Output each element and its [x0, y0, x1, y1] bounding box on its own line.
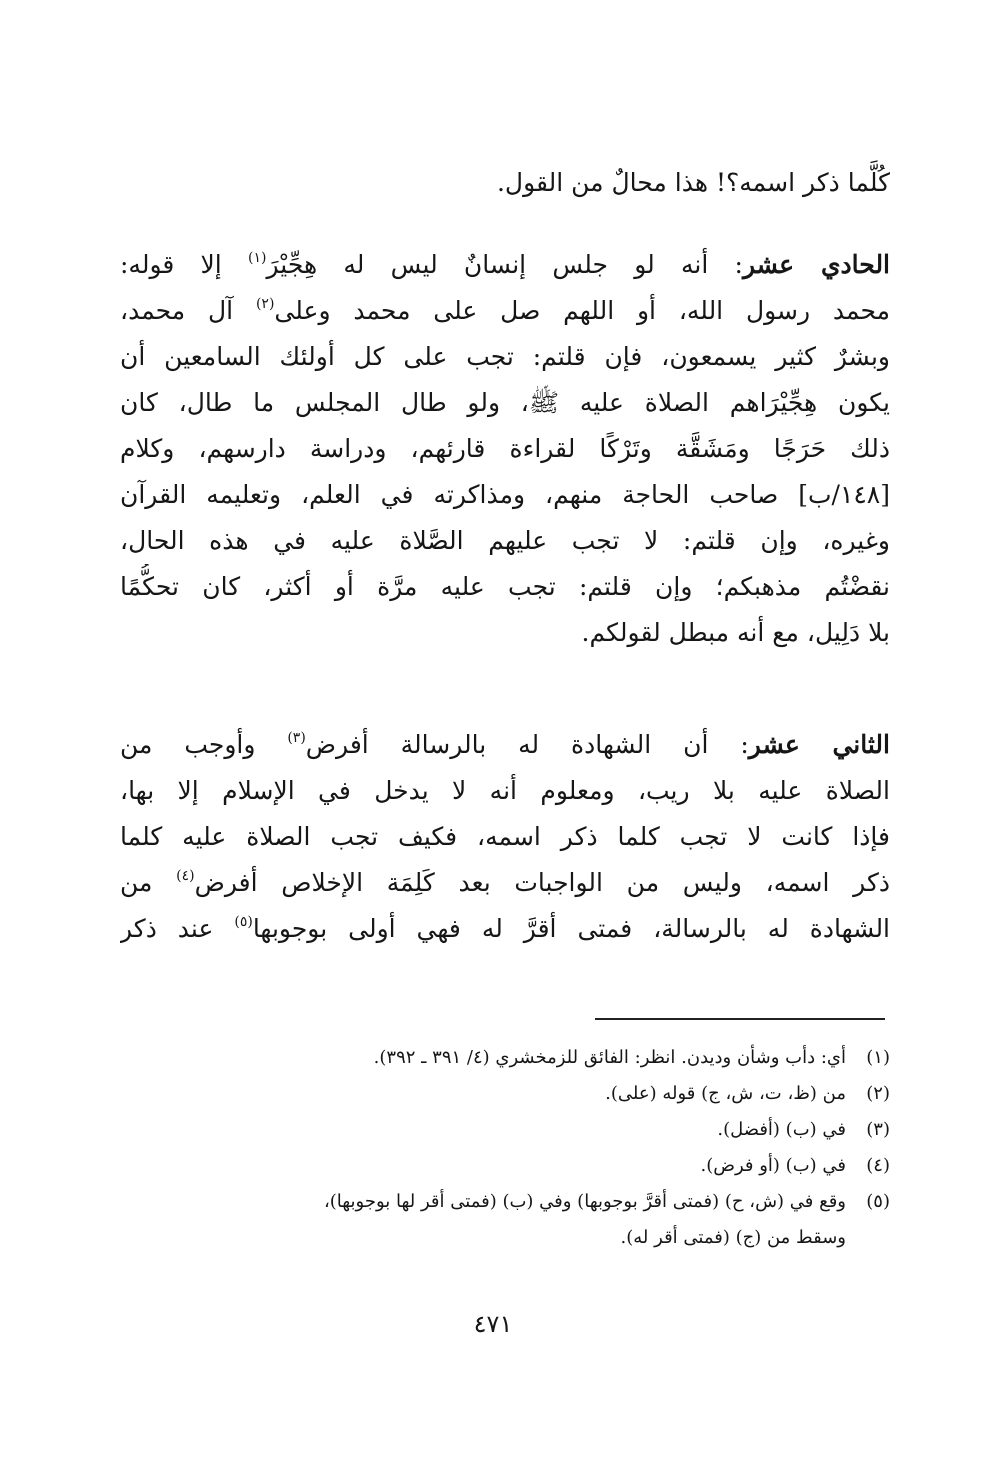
footnote-marker: (٥): [234, 914, 253, 930]
line-text: الشهادة له بالرسالة، فمتى أقرَّ له فهي أولى بوجوبها: [252, 914, 890, 943]
footnote-marker: (٤): [176, 868, 195, 884]
paragraph-twelfth: [120, 722, 890, 952]
paragraph-line: [١٤٨/ب] صاحب الحاجة منهم، ومذاكرته في العلم، وتعليمه القرآن: [120, 480, 890, 509]
paragraph-label: الثاني عشر: [748, 730, 890, 759]
footnote-line: وسقط من (ج) (فمتى أقر له).: [620, 1227, 846, 1248]
footnote-number: (٥): [866, 1191, 890, 1212]
footnote-separator: [595, 1018, 885, 1020]
footnote-item: [175, 1112, 890, 1148]
paragraph-line: [120, 242, 890, 288]
page-number: ٤٧١: [473, 1310, 513, 1338]
footnote-item: [175, 1148, 890, 1184]
intro-paragraph: [120, 160, 890, 206]
line-text: ذكر اسمه، وليس من الواجبات بعد كَلِمَة الإخلاص أفرض: [194, 868, 890, 897]
paragraph-line: ذلك حَرَجًا ومَشَقَّة وتَرْكًا لقراءة قارئهم، ودراسة دارسهم، وكلام: [120, 434, 890, 463]
footnote-text: [175, 1076, 846, 1112]
line-text: من: [120, 868, 177, 897]
paragraph-line: الصلاة عليه بلا ريب، ومعلوم أنه لا يدخل في الإسلام إلا بها،: [120, 776, 890, 805]
footnote-number: (٤): [866, 1155, 890, 1176]
footnote-number: (٣): [866, 1119, 890, 1140]
paragraph-line: نقضْتُم مذهبكم؛ وإن قلتم: تجب عليه مرَّة أو أكثر، كان تحكُّمًا: [120, 572, 890, 601]
footnote-marker: (١): [248, 250, 267, 266]
footnote-line: في (ب) (أفضل).: [717, 1119, 846, 1140]
paragraph-line: يكون هِجِّيْرَاهم الصلاة عليه ﷺ، ولو طال المجلس ما طال، كان: [120, 388, 890, 417]
footnote-number: (١): [866, 1047, 890, 1068]
paragraph-line: [120, 860, 890, 906]
footnote-text: [175, 1184, 846, 1256]
paragraph-line: بلا دَلِيل، مع أنه مبطل لقولكم.: [581, 618, 890, 647]
footnote-line: من (ظ، ت، ش، ج) قوله (على).: [605, 1083, 846, 1104]
paragraph-label: الحادي عشر: [742, 250, 890, 279]
intro-line: كُلَّما ذكر اسمه؟! هذا محالٌ من القول.: [496, 168, 890, 197]
footnote-text: [175, 1148, 846, 1184]
paragraph-eleventh: [120, 242, 890, 656]
footnote-number: (٢): [866, 1083, 890, 1104]
line-text: : أن الشهادة له بالرسالة أفرض: [305, 730, 749, 759]
paragraph-line: وغيره، وإن قلتم: لا تجب عليهم الصَّلاة عليه في هذه الحال،: [120, 526, 890, 555]
footnote-item: [175, 1076, 890, 1112]
line-text: : أنه لو جلس إنسانٌ ليس له هِجِّيْرَ: [266, 250, 743, 279]
footnote-item: [175, 1184, 890, 1256]
line-text: إلا قوله:: [120, 250, 249, 279]
paragraph-line: [120, 906, 890, 952]
footnote-marker: (٣): [287, 730, 306, 746]
paragraph-line: [120, 722, 890, 768]
footnote-text: [175, 1040, 846, 1076]
footnote-line: أي: دأب وشأن وديدن. انظر: الفائق للزمخشري (٤/ ٣٩١ ـ ٣٩٢).: [373, 1047, 846, 1068]
footnote-text: [175, 1112, 846, 1148]
paragraph-line: وبشرٌ كثير يسمعون، فإن قلتم: تجب على كل أولئك السامعين أن: [120, 342, 890, 371]
line-text: عند ذكر: [120, 914, 235, 943]
paragraph-line: [120, 288, 890, 334]
footnote-item: [175, 1040, 890, 1076]
line-text: محمد رسول الله، أو اللهم صل على محمد وعلى: [274, 296, 890, 325]
footnote-line: وقع في (ش، ح) (فمتى أقرَّ بوجوبها) وفي (ب) (فمتى أقر لها بوجوبها)،: [323, 1191, 846, 1212]
footnote-line: في (ب) (أو فرض).: [700, 1155, 846, 1176]
line-text: وأوجب من: [120, 730, 288, 759]
footnote-marker: (٢): [255, 296, 275, 312]
footnotes-section: [175, 1040, 890, 1256]
paragraph-line: فإذا كانت لا تجب كلما ذكر اسمه، فكيف تجب الصلاة عليه كلما: [120, 822, 890, 851]
line-text: آل محمد،: [120, 296, 256, 325]
